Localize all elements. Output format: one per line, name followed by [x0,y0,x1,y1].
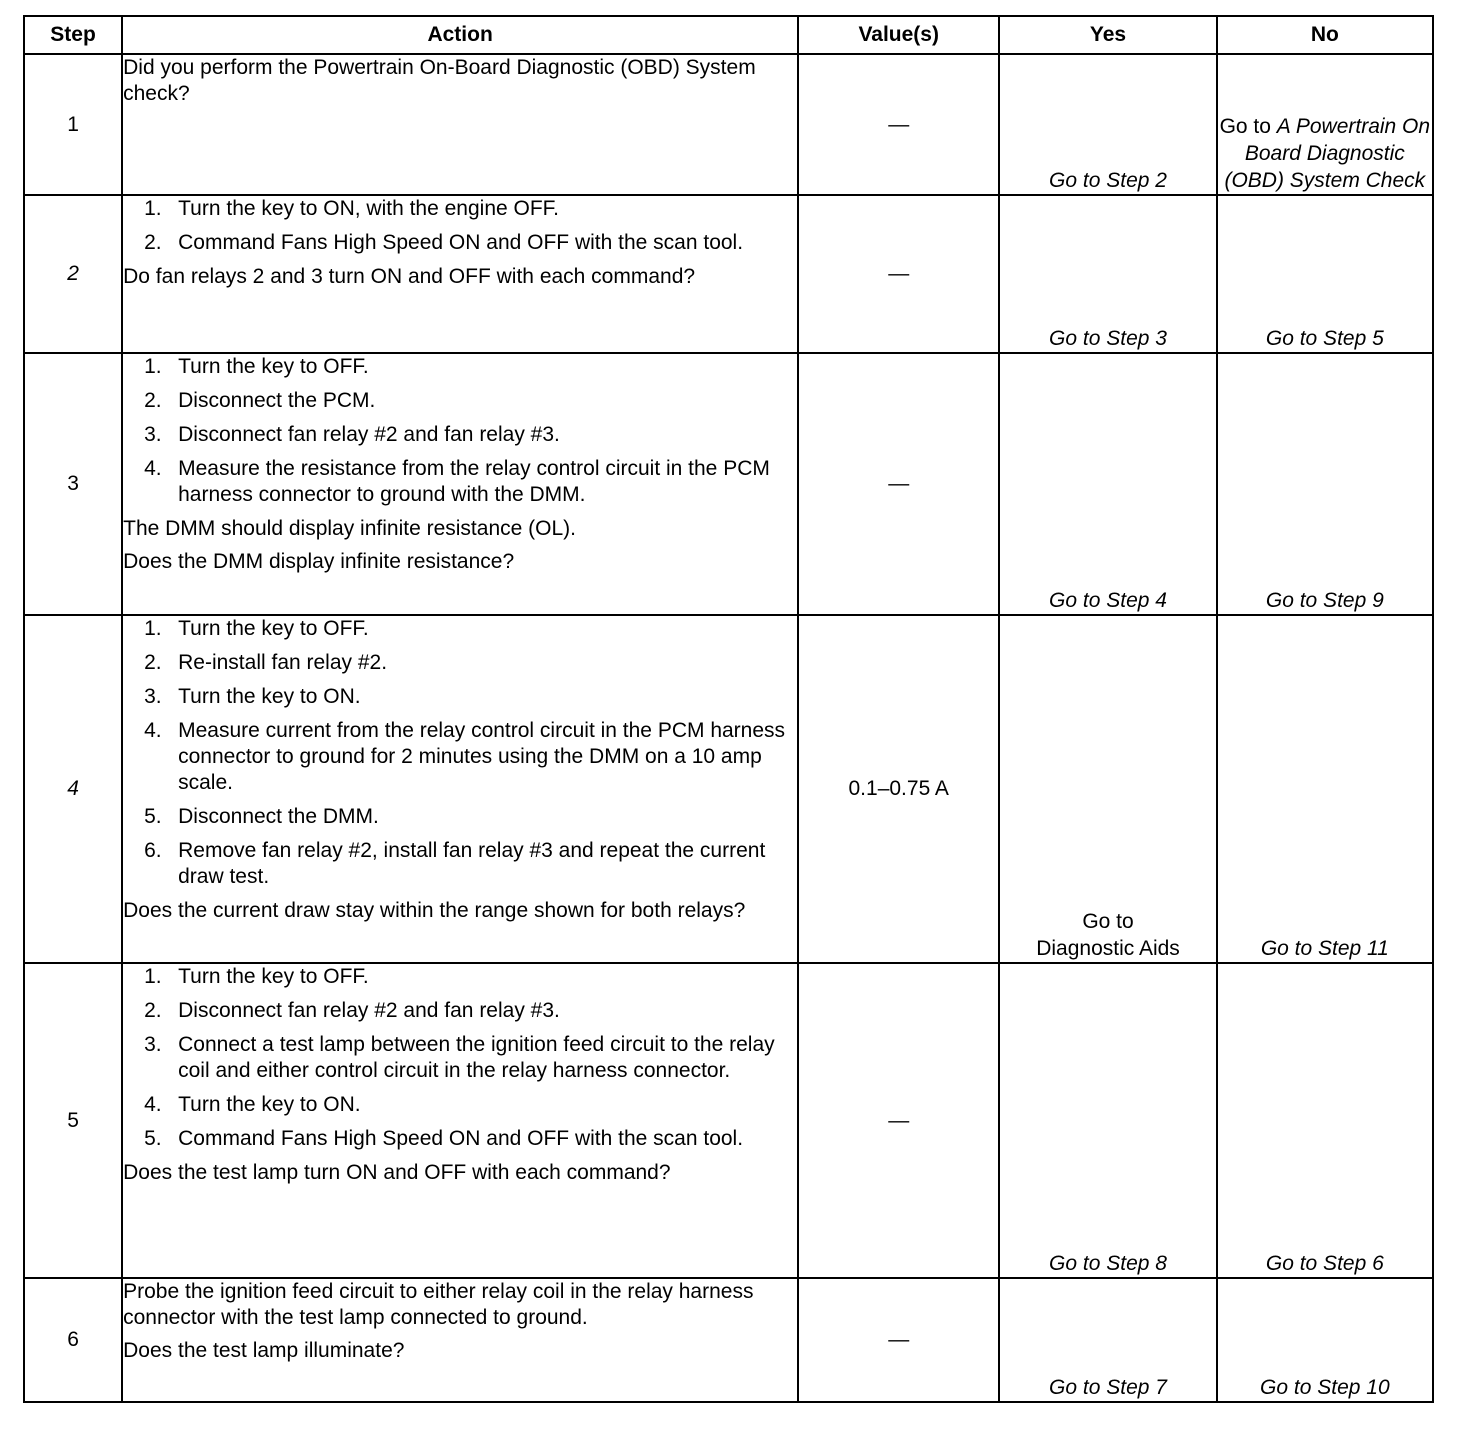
step-number: 4 [24,615,122,963]
action-question: Does the DMM display infinite resistance? [123,550,515,573]
action-text: Probe the ignition feed circuit to either relay coil in the relay harness connector with the test lamp connected to ground. [123,1280,754,1329]
action-item: 5. Disconnect the DMM. [144,805,379,828]
yes-cell: Go to Step 8 [999,963,1216,1278]
no-cell: Go to Step 11 [1217,615,1433,963]
value-cell: 0.1–0.75 A [798,615,999,963]
action-cell [122,1278,798,1402]
header-row [24,16,1433,54]
no-reference: A Powertrain On Board Diagnostic (OBD) System Check [1224,115,1431,192]
step-number: 5 [24,963,122,1278]
action-item: 4. Measure current from the relay control circuit in the PCM harness connector to ground for 2 minutes using the DMM on a 10 amp scale. [144,719,786,794]
table-row [24,195,1433,353]
value-cell: — [798,963,999,1278]
action-item: 4. Measure the resistance from the relay control circuit in the PCM harness connector to ground with the DMM. [144,457,770,506]
action-cell [122,195,798,353]
yes-cell: Go to Step 7 [999,1278,1216,1402]
table-row [24,353,1433,615]
table-row [24,963,1433,1278]
yes-cell: Go to Step 4 [999,353,1216,615]
action-question: Do fan relays 2 and 3 turn ON and OFF with each command? [123,265,696,288]
step-number: 3 [24,353,122,615]
action-list [123,196,797,256]
step-number: 2 [24,195,122,353]
no-cell: Go to Step 10 [1217,1278,1433,1402]
action-item: 3. Connect a test lamp between the ignition feed circuit to the relay coil and either control circuit in the relay harness connector. [144,1033,775,1082]
action-item: 1. Turn the key to OFF. [144,617,369,640]
step-number: 1 [24,54,122,195]
no-cell: Go to Step 6 [1217,963,1433,1278]
action-cell [122,615,798,963]
table-row [24,615,1433,963]
header-no: No [1217,16,1433,54]
header-action: Action [122,16,798,54]
diagnostic-table [23,15,1434,1403]
action-item: 3. Disconnect fan relay #2 and fan relay #3. [144,423,560,446]
no-cell: Go to Step 5 [1217,195,1433,353]
value-cell: — [798,54,999,195]
action-item: 1. Turn the key to OFF. [144,355,369,378]
step-number: 6 [24,1278,122,1402]
action-item: 2. Re-install fan relay #2. [144,651,388,674]
action-cell [122,963,798,1278]
action-item: 6. Remove fan relay #2, install fan relay #3 and repeat the current draw test. [144,839,766,888]
table-row [24,54,1433,195]
action-list [123,616,797,890]
action-item: 1. Turn the key to ON, with the engine OFF. [144,197,560,220]
action-item: 5. Command Fans High Speed ON and OFF with the scan tool. [144,1127,744,1150]
action-question: Does the current draw stay within the range shown for both relays? [123,899,746,922]
value-cell: — [798,1278,999,1402]
action-list [123,354,797,508]
header-values: Value(s) [798,16,999,54]
header-yes: Yes [999,16,1216,54]
action-cell [122,54,798,195]
no-cell: Go to Step 9 [1217,353,1433,615]
value-cell: — [798,353,999,615]
yes-prefix: Go to [1082,910,1134,933]
value-cell: — [798,195,999,353]
action-note: The DMM should display infinite resistance (OL). [123,517,576,540]
action-question: Does the test lamp illuminate? [123,1339,405,1362]
header-step: Step [24,16,122,54]
action-item: 2. Disconnect fan relay #2 and fan relay #3. [144,999,560,1022]
action-item: 3. Turn the key to ON. [144,685,361,708]
action-question: Does the test lamp turn ON and OFF with each command? [123,1161,671,1184]
yes-cell: Go to Step 3 [999,195,1216,353]
yes-cell [999,615,1216,963]
action-item: 1. Turn the key to OFF. [144,965,369,988]
yes-reference: Diagnostic Aids [1036,937,1180,960]
action-item: 2. Command Fans High Speed ON and OFF with the scan tool. [144,231,744,254]
no-cell [1217,54,1433,195]
action-text: Did you perform the Powertrain On-Board Diagnostic (OBD) System check? [123,56,756,105]
action-cell [122,353,798,615]
no-prefix: Go to [1219,115,1271,138]
action-item: 4. Turn the key to ON. [144,1093,361,1116]
yes-cell: Go to Step 2 [999,54,1216,195]
table-row [24,1278,1433,1402]
action-list [123,964,797,1152]
action-item: 2. Disconnect the PCM. [144,389,376,412]
